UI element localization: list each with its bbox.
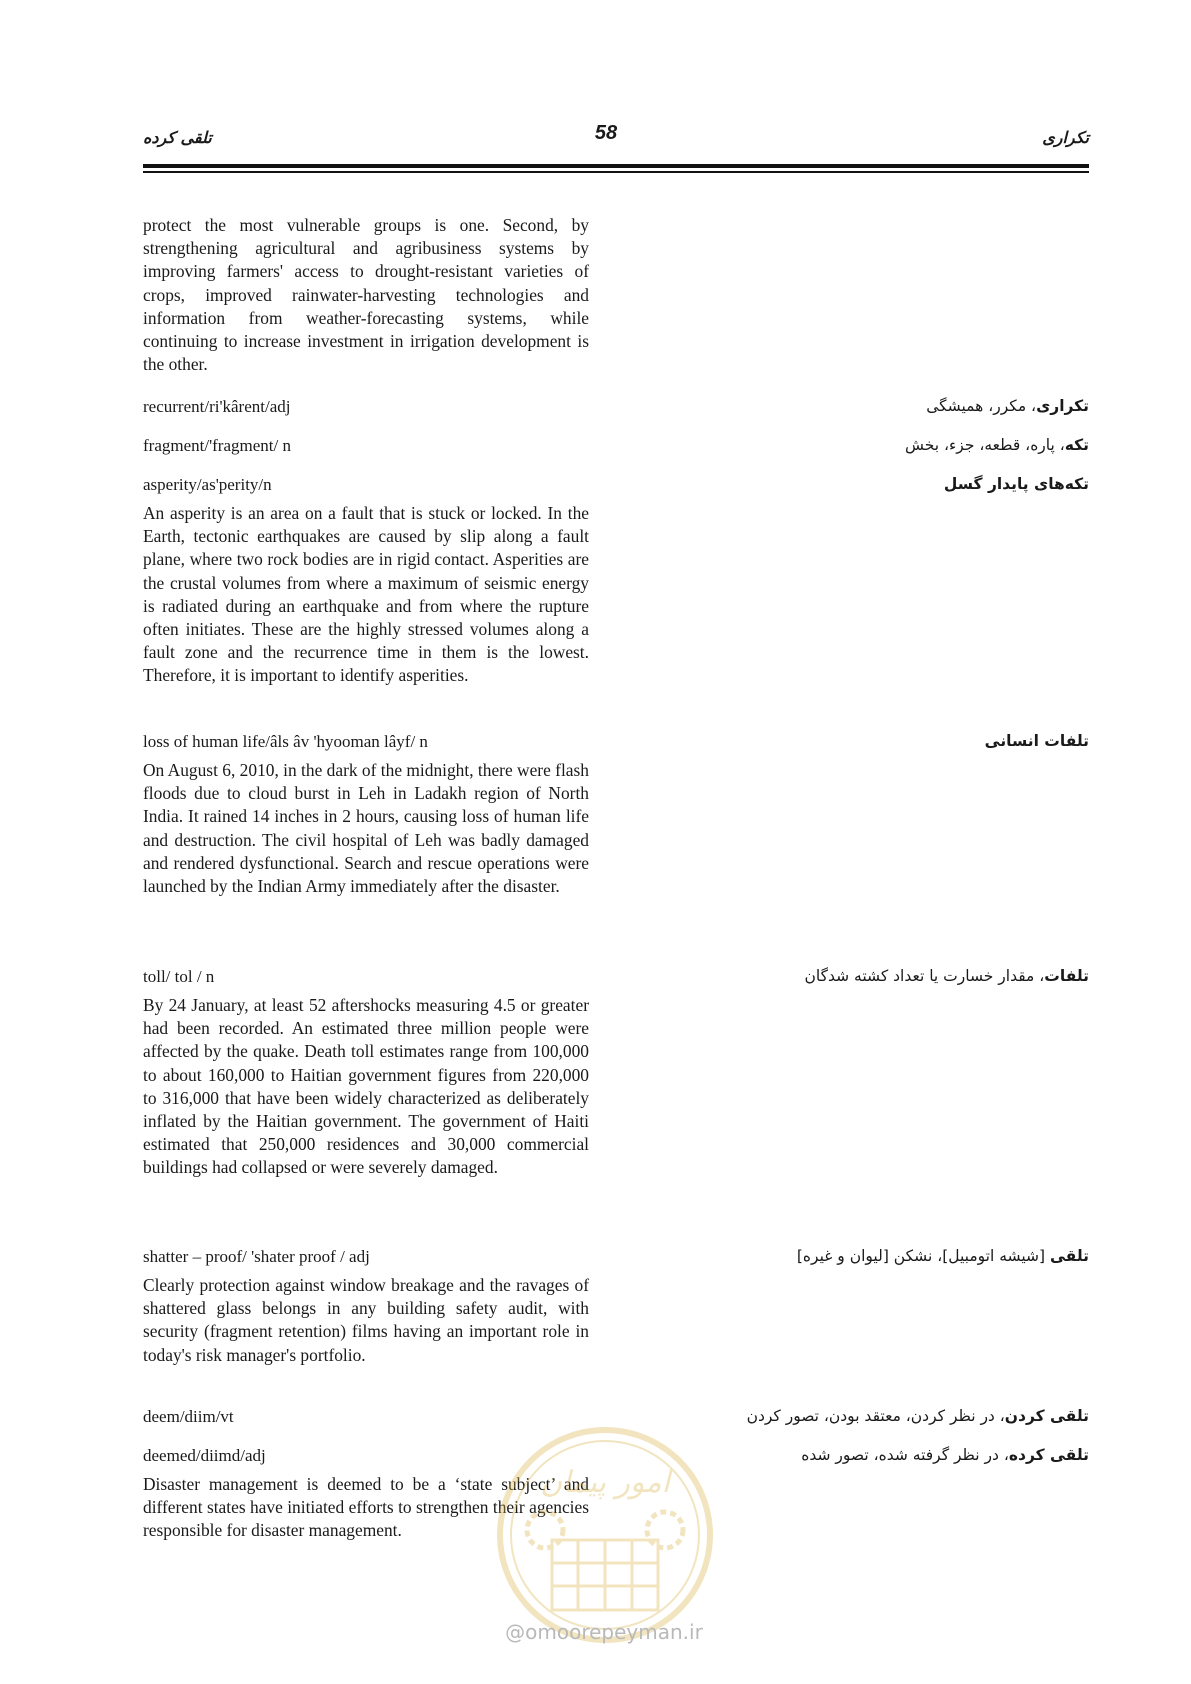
entry-term: deem/diim/vt <box>143 1407 234 1426</box>
persian-gloss: ، در نظر گرفته شده، تصور شده <box>801 1446 1009 1464</box>
header-first-entry: تکراری <box>1042 128 1089 147</box>
entry-persian <box>905 434 1089 457</box>
entry-term: fragment/'fragment/ n <box>143 436 291 455</box>
entry-term: deemed/diimd/adj <box>143 1446 266 1465</box>
watermark-grid <box>552 1540 658 1610</box>
watermark-logo <box>490 1420 720 1650</box>
watermark-logo-text: امور پیمان <box>540 1465 670 1500</box>
persian-headword: تکراری <box>1036 397 1089 415</box>
entry-definition: Clearly protection against window breakage and the ravages of shattered glass belongs in any building safety audit, with security (fragment retention) films having an important role in today's risk manager's portfolio. <box>143 1275 589 1365</box>
persian-gloss: ، مقدار خسارت یا تعداد کشته شدگان <box>804 967 1045 985</box>
header-rule-thick <box>143 164 1089 168</box>
entry-term: loss of human life/âls âv 'hyooman lâyf/ n <box>143 732 428 751</box>
persian-headword: تکه‌های پایدار گسل <box>943 475 1089 493</box>
watermark-site: @omoorepeyman.ir <box>505 1620 703 1644</box>
entry-persian <box>926 395 1089 418</box>
intro-paragraph: protect the most vulnerable groups is one. Second, by strengthening agricultural and agribusiness systems by improving farmers' access to drought-resistant varieties of crops, improved rainwater-harvesting technologies and information from weather-forecasting systems, while continuing to increase investment in irrigation development is the other. <box>143 215 589 375</box>
entry-term: recurrent/ri'kârent/adj <box>143 397 291 416</box>
persian-headword: تلفات انسانی <box>984 732 1089 750</box>
header-rule-thin <box>143 171 1089 173</box>
persian-headword: تلفات <box>1044 967 1089 985</box>
entry-definition: Disaster management is deemed to be a ‘state subject’ and different states have initiated efforts to strengthen their agencies responsible for disaster management. <box>143 1474 589 1541</box>
entry-persian <box>944 473 1089 496</box>
entry-persian <box>801 1444 1089 1467</box>
entry-persian <box>747 1405 1089 1428</box>
watermark-gear-left <box>527 1512 563 1548</box>
watermark-gear-right <box>647 1512 683 1548</box>
entry-definition: On August 6, 2010, in the dark of the midnight, there were flash floods due to cloud burst in Leh in Ladakh region of North India. It rained 14 inches in 2 hours, causing loss of human life and destruction. The civil hospital of Leh was badly damaged and rendered dysfunctional. Search and rescue operations were launched by the Indian Army immediately after the disaster. <box>143 760 589 897</box>
entry-term: toll/ tol / n <box>143 967 215 986</box>
header-last-entry: تلقی کرده <box>143 128 212 147</box>
entry-definition: An asperity is an area on a fault that is stuck or locked. In the Earth, tectonic earthquakes are caused by slip along a fault plane, where two rock bodies are in rigid contact. Asperities are the crustal volumes from where a maximum of seismic energy is radiated during an earthquake and from where the rupture often initiates. These are the highly stressed volumes along a fault zone and the recurrence time in them is the lowest. Therefore, it is important to identify asperities. <box>143 503 589 686</box>
persian-gloss: [شیشه اتومبیل]، نشکن [لیوان و غیره] <box>796 1247 1050 1265</box>
persian-headword: تلقی <box>1050 1247 1089 1265</box>
persian-headword: تکه <box>1064 436 1089 454</box>
entry-persian <box>804 965 1089 988</box>
entry-persian <box>985 730 1089 753</box>
persian-gloss: ، مکرر، همیشگی <box>926 397 1037 415</box>
persian-headword: تلقی کردن <box>1004 1407 1089 1425</box>
page-number: 58 <box>594 122 618 144</box>
entry-term: shatter – proof/ 'shater proof / adj <box>143 1247 370 1266</box>
persian-headword: تلقی کرده <box>1008 1446 1089 1464</box>
entry-term: asperity/as'perity/n <box>143 475 272 494</box>
persian-gloss: ، پاره، قطعه، جزء، بخش <box>904 436 1065 454</box>
entry-definition: By 24 January, at least 52 aftershocks measuring 4.5 or greater had been recorded. An estimated three million people were affected by the quake. Death toll estimates range from 100,000 to about 160,000 to Haitian government figures from 220,000 to 316,000 that have been widely characterized as deliberately inflated by the Haitian government. The government of Haiti estimated that 250,000 residences and 30,000 commercial buildings had collapsed or were severely damaged. <box>143 995 589 1178</box>
entry-persian <box>797 1245 1089 1268</box>
persian-gloss: ، در نظر کردن، معتقد بودن، تصور کردن <box>746 1407 1005 1425</box>
running-head <box>143 122 1089 158</box>
